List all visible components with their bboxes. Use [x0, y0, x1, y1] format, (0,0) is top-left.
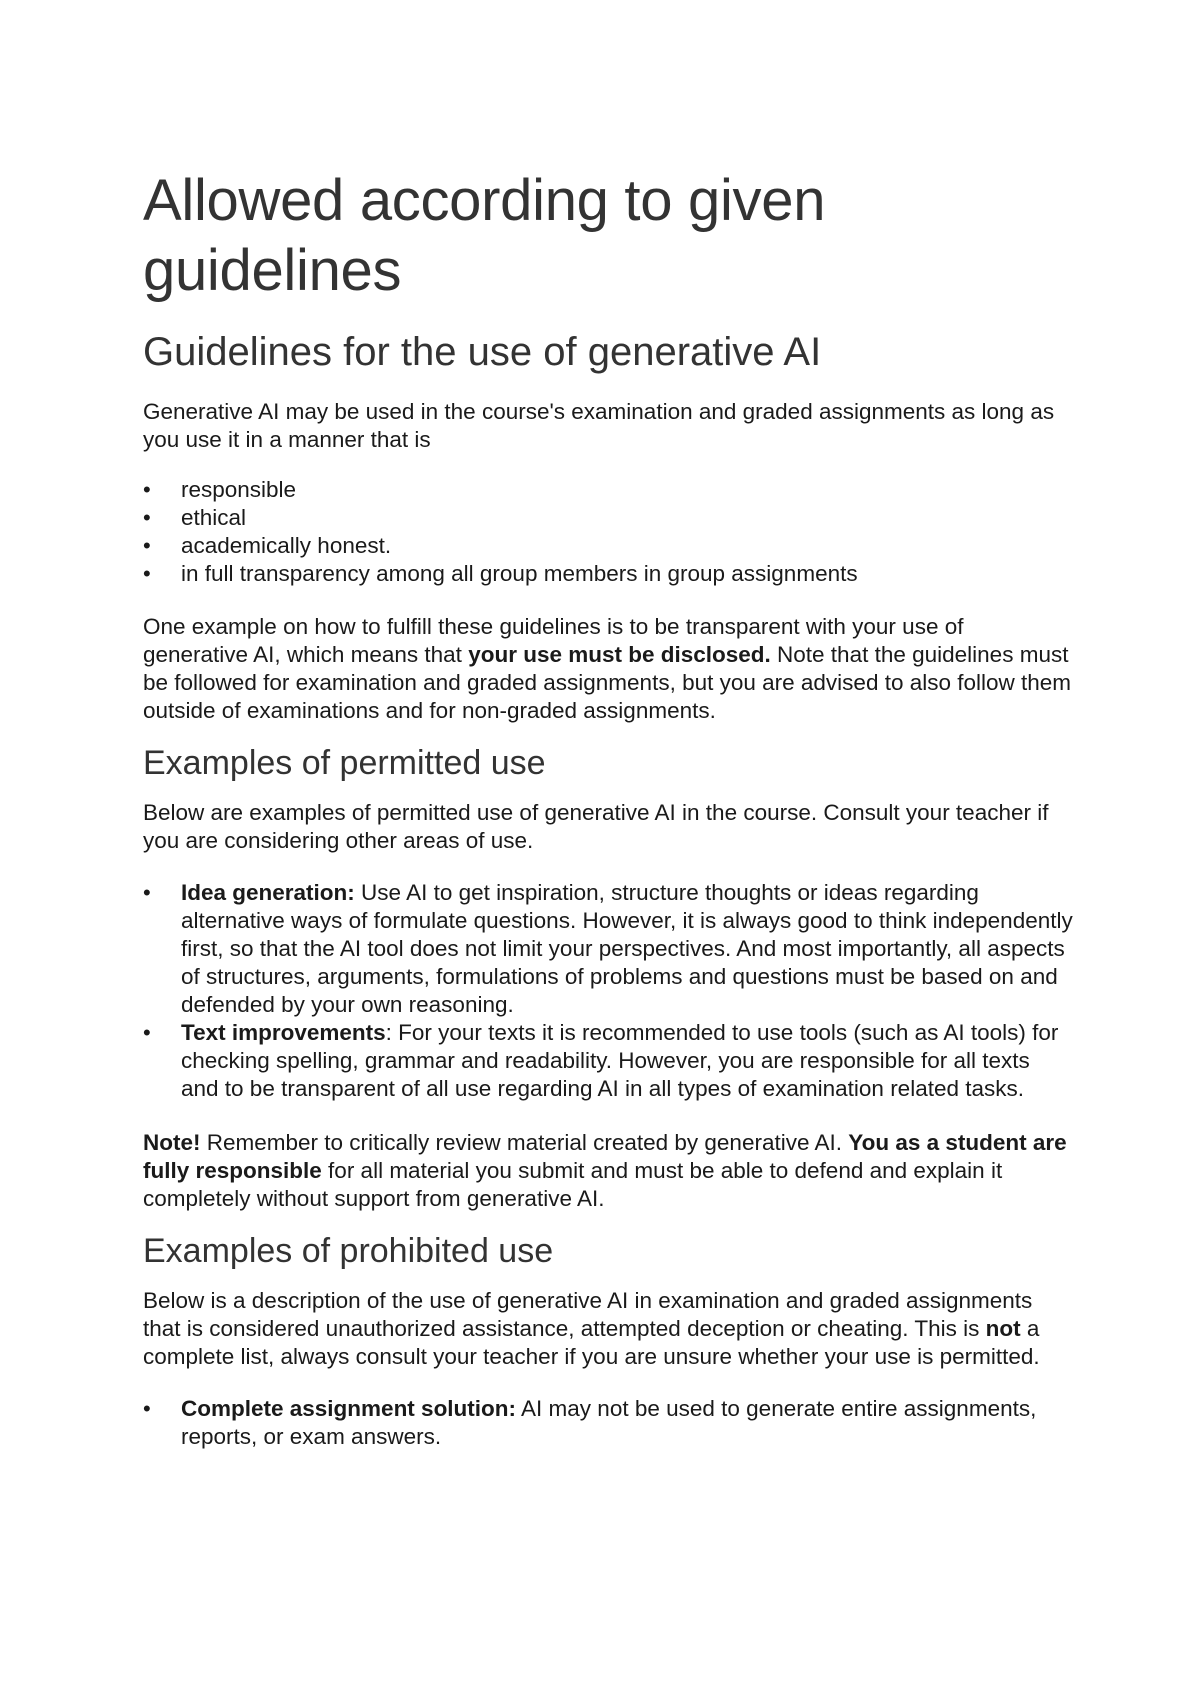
page-title: Allowed according to given guidelines: [143, 168, 826, 303]
transparency-paragraph: [143, 613, 1073, 725]
permitted-item-text-improvements: [143, 1019, 1073, 1103]
note-paragraph: [143, 1129, 1073, 1213]
note-label: Note!: [143, 1130, 201, 1155]
criteria-item: • ethical: [143, 504, 1073, 532]
prohibited-item-label: Complete assignment solution:: [181, 1396, 517, 1421]
criteria-item: • responsible: [143, 476, 1073, 504]
transparency-text-1: One example on how to fulfill these guidelines is to be transparent with your use of generative AI, which means that: [143, 614, 964, 667]
document-page: [143, 166, 1073, 1451]
prohibited-intro-bold: not: [985, 1316, 1021, 1341]
prohibited-item-complete-solution: [143, 1395, 1073, 1451]
permitted-item-text: Use AI to get inspiration, structure thoughts or ideas regarding alternative ways of formulate questions. However, it is always good to think independently first, so that the AI tool does not limit your perspectives. And most importantly, all aspects of structures, arguments, formulations of problems and questions must be based on and defended by your own reasoning.: [181, 880, 1073, 1017]
criteria-item: • in full transparency among all group members in group assignments: [143, 560, 1073, 588]
prohibited-intro-text-1: Below is a description of the use of generative AI in examination and graded assignments that is considered unauthorized assistance, attempted deception or cheating. This is: [143, 1288, 1033, 1341]
prohibited-list: [143, 1395, 1073, 1451]
prohibited-intro-text-2: a complete list, always consult your teacher if you are unsure whether your use is permitted.: [143, 1316, 1040, 1369]
permitted-list: [143, 879, 1073, 1103]
prohibited-intro: [143, 1287, 1073, 1371]
prohibited-item-text: AI may not be used to generate entire assignments, reports, or exam answers.: [181, 1396, 1037, 1449]
guidelines-intro: Generative AI may be used in the course's examination and graded assignments as long as you use it in a manner that is: [143, 399, 1055, 452]
permitted-item-label: Text improvements: [181, 1020, 386, 1045]
note-text-1: Remember to critically review material created by generative AI.: [200, 1130, 849, 1155]
permitted-item-text: : For your texts it is recommended to use tools (such as AI tools) for checking spelling, grammar and readability. However, you are responsible for all texts and to be transparent of all use regarding AI in all types of examination related tasks.: [181, 1020, 1059, 1101]
note-bold-responsible: You as a student are fully responsible: [143, 1130, 1067, 1183]
note-text-2: for all material you submit and must be able to defend and explain it completely without support from generative AI.: [143, 1158, 1003, 1211]
transparency-bold: your use must be disclosed.: [468, 642, 771, 667]
permitted-heading: Examples of permitted use: [143, 744, 546, 782]
permitted-item-label: Idea generation:: [181, 880, 355, 905]
criteria-list: [143, 476, 1073, 588]
transparency-text-2: Note that the guidelines must be followed for examination and graded assignments, but you are advised to also follow them outside of examinations and for non-graded assignments.: [143, 642, 1072, 723]
guidelines-heading: Guidelines for the use of generative AI: [143, 330, 822, 374]
criteria-item: • academically honest.: [143, 532, 1073, 560]
permitted-item-idea-generation: [143, 879, 1073, 1019]
prohibited-heading: Examples of prohibited use: [143, 1232, 554, 1270]
permitted-intro: Below are examples of permitted use of generative AI in the course. Consult your teacher if you are considering other areas of use.: [143, 800, 1049, 853]
